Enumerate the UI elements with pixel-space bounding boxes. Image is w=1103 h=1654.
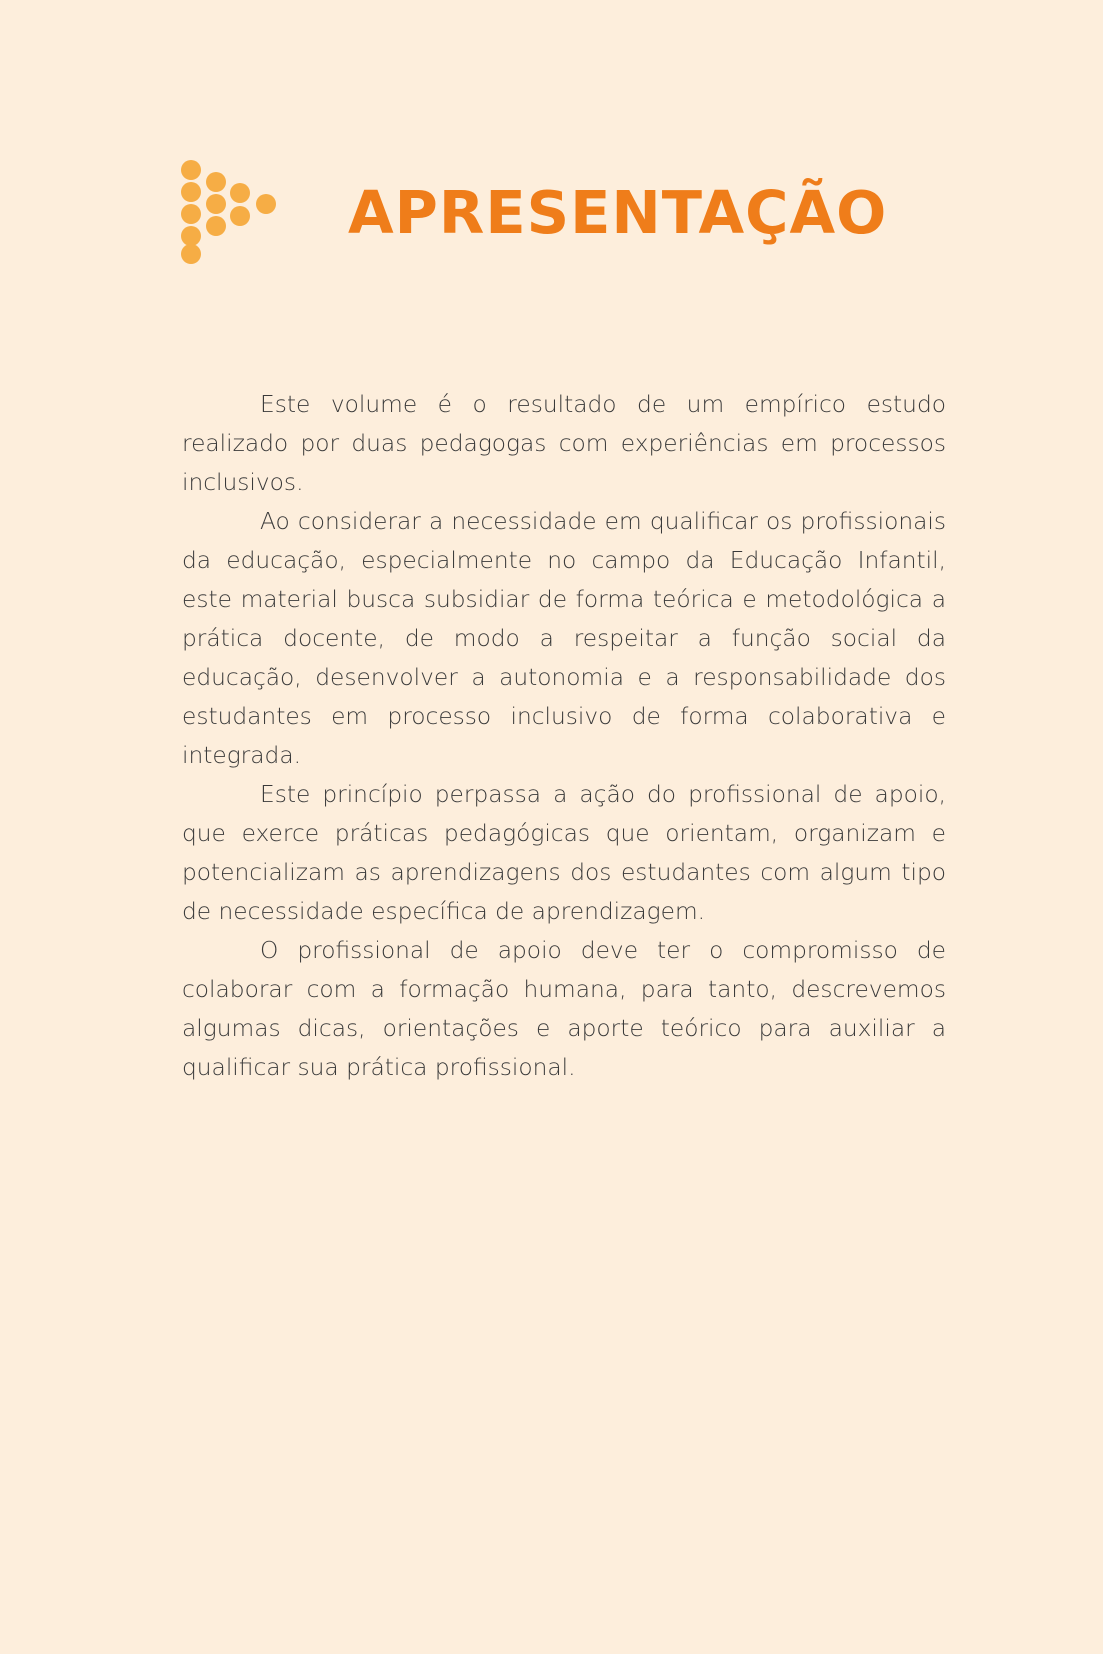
paragraph: Este volume é o resultado de um empírico estudo realizado por duas pedagogas com experiências em processos inclusivos. bbox=[182, 391, 946, 496]
dots-arrow-icon bbox=[176, 158, 282, 264]
paragraph: Este princípio perpassa a ação do profissional de apoio, que exerce práticas pedagógicas que orientam, organizam e potencializam as aprendizagens dos estudantes com algum tipo de necessidade específica de aprendizagem. bbox=[182, 781, 946, 925]
page-title: APRESENTAÇÃO bbox=[348, 178, 888, 247]
paragraph: O profissional de apoio deve ter o compromisso de colaborar com a formação humana, para tanto, descrevemos algumas dicas, orientações e aporte teórico para auxiliar a qualificar sua prática profissional. bbox=[182, 937, 946, 1081]
paragraph: Ao considerar a necessidade em qualificar os profissionais da educação, especialmente no campo da Educação Infantil, este material busca subsidiar de forma teórica e metodológica a prática docente, de modo a respeitar a função social da educação, desenvolver a autonomia e a responsabilidade dos estudantes em processo inclusivo de forma colaborativa e integrada. bbox=[182, 508, 946, 769]
section-header bbox=[176, 158, 936, 268]
body-text bbox=[182, 385, 946, 1087]
